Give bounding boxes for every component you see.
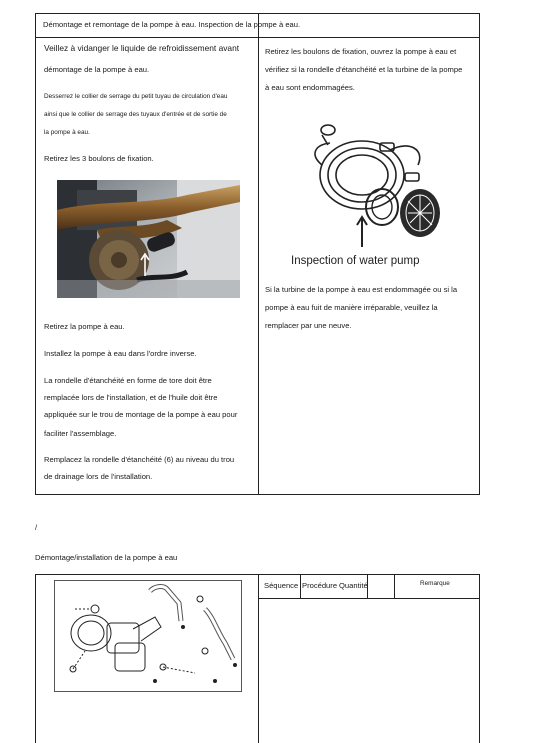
left-text-line: la pompe à eau. bbox=[44, 129, 90, 136]
right-text-line: Si la turbine de la pompe à eau est endommagée ou si la bbox=[265, 285, 458, 294]
left-text-line: La rondelle d'étanchéité en forme de tore doit être bbox=[44, 376, 212, 385]
left-text-line: Veillez à vidanger le liquide de refroidissement avant bbox=[44, 43, 240, 53]
left-text-line: ainsi que le collier de serrage des tuyaux d'entrée et de sortie de bbox=[44, 111, 227, 118]
left-text-line: Remplacez la rondelle d'étanchéité (6) au niveau du trou bbox=[44, 455, 235, 464]
left-text-line: Retirez les 3 boulons de fixation. bbox=[44, 154, 154, 163]
left-text-line: faciliter l'assemblage. bbox=[44, 429, 117, 438]
left-text-line: Desserrez le collier de serrage du petit tuyau de circulation d'eau bbox=[44, 93, 228, 100]
left-text-line: de drainage lors de l'installation. bbox=[44, 472, 153, 481]
exploded-parts-diagram bbox=[54, 580, 242, 692]
right-text-line: pompe à eau fuit de manière irréparable, veuillez la bbox=[265, 303, 438, 312]
table-header-procedure: Procédure bbox=[302, 581, 338, 590]
right-text-line: à eau sont endommagées. bbox=[265, 83, 355, 92]
section-title: Démontage/installation de la pompe à eau bbox=[35, 553, 178, 562]
right-text-line: remplacer par une neuve. bbox=[265, 321, 352, 330]
water-pump-inspection-figure bbox=[300, 115, 450, 250]
left-text-line: Retirez la pompe à eau. bbox=[44, 322, 125, 331]
right-text-line: Retirez les boulons de fixation, ouvrez la pompe à eau et bbox=[265, 47, 457, 56]
left-text-line: Installez la pompe à eau dans l'ordre inverse. bbox=[44, 349, 197, 358]
engine-photo bbox=[57, 180, 240, 298]
left-text-line: remplacée lors de l'installation, et de l'huile doit être bbox=[44, 393, 218, 402]
table-header-sequence: Séquence bbox=[264, 581, 299, 590]
table-header-quantity: Quantité bbox=[339, 581, 368, 590]
left-text-line: démontage de la pompe à eau. bbox=[44, 65, 150, 74]
separator-mark: / bbox=[35, 523, 38, 532]
figure-caption: Inspection of water pump bbox=[291, 255, 420, 267]
right-text-line: vérifiez si la rondelle d'étanchéité et la turbine de la pompe bbox=[265, 65, 463, 74]
left-text-line: appliquée sur le trou de montage de la pompe à eau pour bbox=[44, 410, 238, 419]
table-header-title: Démontage et remontage de la pompe à eau. Inspection de la pompe à eau. bbox=[43, 20, 301, 29]
table-header-remark: Remarque bbox=[420, 580, 450, 587]
